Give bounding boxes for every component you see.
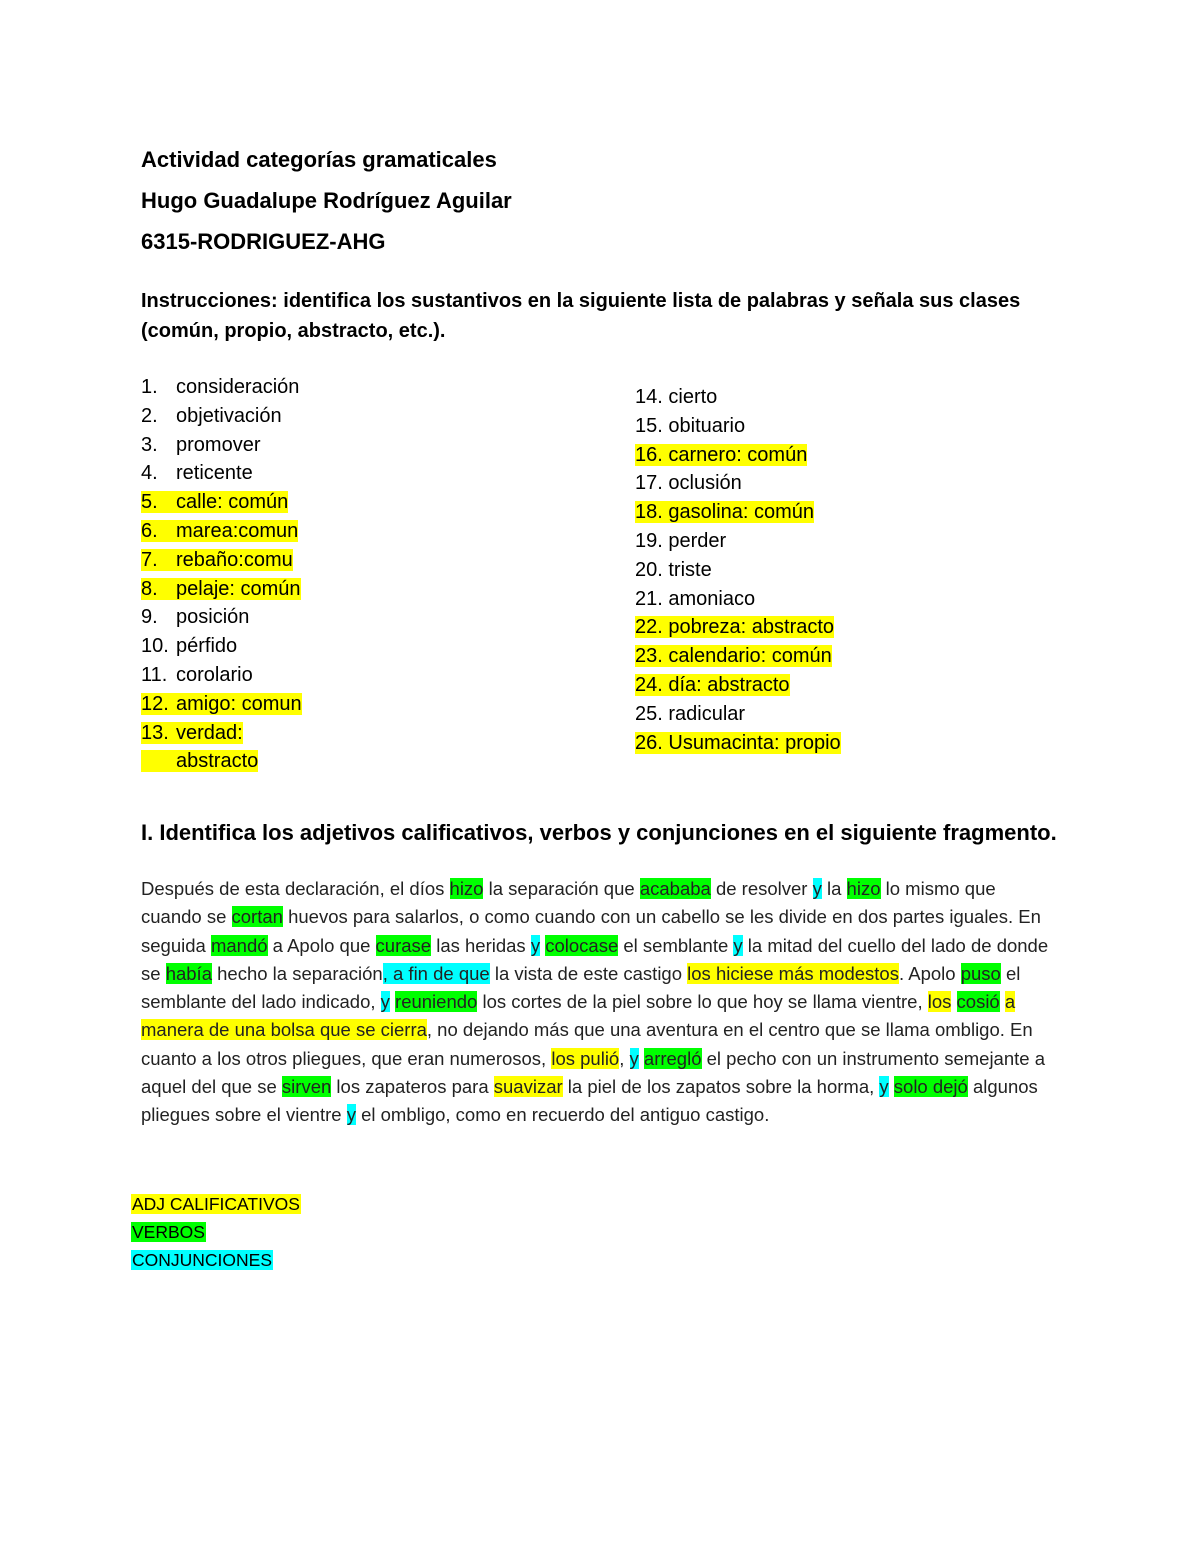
list-item-text: oclusión <box>668 472 742 495</box>
list-item-text: amoniaco <box>668 587 756 610</box>
list-item-text: objetivación <box>176 404 282 427</box>
fragment-text: la piel de los zapatos sobre la horma, <box>562 1076 880 1098</box>
list-item <box>635 700 935 729</box>
verb-highlight: mandó <box>210 934 268 956</box>
adjective-highlight: los pulió <box>551 1047 620 1069</box>
fragment-text: los zapateros para <box>331 1076 494 1098</box>
list-item-number: 19. <box>635 529 663 552</box>
conjunction-highlight: , a fin de que <box>382 962 490 984</box>
fragment-text: huevos para salarlos, o como cuando con un cabello se les divide en dos partes iguales. En seguida <box>141 906 1041 956</box>
fragment-text: , <box>619 1047 630 1069</box>
list-item <box>141 431 341 460</box>
list-item-number: 5. <box>141 491 158 514</box>
list-item-text: triste <box>668 558 712 581</box>
legend-conjunctions: CONJUNCIONES <box>132 1250 273 1270</box>
list-item-number: 2. <box>141 404 158 427</box>
noun-list-left <box>141 373 341 776</box>
list-item-text: promover <box>176 433 261 456</box>
list-item <box>141 459 341 488</box>
fragment-text: el semblante <box>618 934 734 956</box>
conjunction-highlight: y <box>629 1047 639 1069</box>
list-item <box>635 671 935 700</box>
list-item-number: 1. <box>141 376 158 398</box>
list-item-number: 6. <box>141 519 158 542</box>
color-legend <box>131 1190 301 1274</box>
verb-highlight: sirven <box>281 1076 332 1098</box>
fragment-text: lo mismo que cuando se <box>141 878 996 928</box>
adjective-highlight: suavizar <box>493 1076 563 1098</box>
fragment-text: el ombligo, como en recuerdo del antiguo castigo. <box>355 1104 770 1126</box>
fragment-text: . Apolo <box>898 962 961 984</box>
list-item <box>141 603 341 632</box>
list-item <box>141 488 341 517</box>
list-item-text: carnero: común <box>668 443 808 466</box>
list-item-number: 25. <box>635 702 663 725</box>
list-item-number: 9. <box>141 606 158 629</box>
list-item-text: pobreza: abstracto <box>668 616 835 639</box>
list-item-number: 15. <box>635 414 663 437</box>
list-item <box>141 719 341 748</box>
adjective-highlight: los <box>927 991 952 1013</box>
list-item <box>141 517 341 546</box>
fragment-text: algunos pliegues sobre el vientre <box>141 1076 1038 1126</box>
author-name: Hugo Guadalupe Rodríguez Aguilar <box>141 188 512 213</box>
list-item-text: verdad: <box>176 721 243 744</box>
fragment-text <box>889 1076 894 1097</box>
verb-highlight: cosió <box>956 991 1000 1013</box>
fragment-text: la <box>821 878 847 899</box>
conjunction-highlight: y <box>530 934 541 956</box>
list-item-number: 24. <box>635 673 663 696</box>
fragment-text: las heridas <box>431 934 531 956</box>
list-item-number: 14. <box>635 386 663 408</box>
list-item-number: 13. <box>141 721 169 744</box>
list-item <box>141 575 341 604</box>
fragment-text: el pecho con un instrumento semejante a aquel del que se <box>141 1047 1045 1098</box>
list-item <box>635 412 935 441</box>
fragment-text: , no dejando más que una aventura en el centro que se llama ombligo. En cuanto a los otros pliegues, que eran numerosos, <box>141 1019 1033 1069</box>
conjunction-highlight: y <box>733 934 743 956</box>
student-code: 6315-RODRIGUEZ-AHG <box>141 229 386 254</box>
list-item-text: día: abstracto <box>668 673 790 696</box>
list-item <box>635 383 935 412</box>
list-item-number: 23. <box>635 645 663 668</box>
verb-highlight: solo dejó <box>893 1076 968 1098</box>
adjective-highlight: a manera de una bolsa que se cierra <box>141 991 1016 1041</box>
verb-highlight: arregló <box>643 1047 702 1069</box>
fragment-text: de resolver <box>710 878 813 899</box>
list-item-number: 12. <box>141 692 169 715</box>
list-item <box>635 729 935 758</box>
list-item-number: 11. <box>141 663 168 686</box>
list-item-number: 21. <box>635 587 663 610</box>
list-item <box>141 402 341 431</box>
noun-list-right <box>635 383 935 757</box>
verb-highlight: puso <box>960 962 1001 984</box>
fragment-text: a Apolo que <box>267 934 376 956</box>
list-item-number: 10. <box>141 635 169 658</box>
verb-highlight: reuniendo <box>395 991 478 1013</box>
list-item <box>635 498 935 527</box>
verb-highlight: acababa <box>639 878 711 899</box>
list-item <box>141 373 341 402</box>
list-item-text: rebaño:comu <box>176 548 293 571</box>
list-item-number: 17. <box>635 472 663 495</box>
fragment-text: la vista de este castigo <box>489 962 688 984</box>
list-item <box>141 747 341 776</box>
list-item <box>635 556 935 585</box>
conjunction-highlight: y <box>346 1104 356 1126</box>
list-item-text: radicular <box>668 702 746 725</box>
verb-highlight: había <box>165 962 212 984</box>
list-item <box>635 469 935 498</box>
list-item-text: abstracto <box>176 750 259 773</box>
list-item-number: 4. <box>141 462 158 485</box>
list-item <box>635 613 935 642</box>
fragment-text: la mitad del cuello del lado de donde se <box>141 934 1049 984</box>
list-item-text: amigo: comun <box>176 692 302 715</box>
list-item-number: 18. <box>635 501 663 524</box>
list-item-text: cierto <box>668 386 718 408</box>
list-item-text: obituario <box>668 414 746 437</box>
conjunction-highlight: y <box>380 991 390 1013</box>
list-item <box>635 642 935 671</box>
list-item-text: pelaje: común <box>176 577 301 600</box>
conjunction-highlight: y <box>812 878 822 899</box>
list-item <box>141 690 341 719</box>
verb-highlight: curase <box>375 934 432 956</box>
list-item-number: 22. <box>635 616 663 639</box>
document-title: Actividad categorías gramaticales <box>141 147 497 172</box>
verb-highlight: colocase <box>545 934 619 956</box>
list-item <box>635 441 935 470</box>
verb-highlight: hizo <box>846 878 881 899</box>
fragment-text: la separación que <box>483 878 640 899</box>
list-item-text: gasolina: común <box>668 501 815 524</box>
list-item <box>141 546 341 575</box>
list-item-text: consideración <box>176 376 300 398</box>
fragment-text: el semblante del lado indicado, <box>141 962 1021 1013</box>
list-item-text: reticente <box>176 462 253 485</box>
verb-highlight: cortan <box>231 906 283 928</box>
list-item-text: posición <box>176 606 250 629</box>
list-item-number: 7. <box>141 548 158 571</box>
legend-verbs: VERBOS <box>132 1222 205 1242</box>
legend-adjectives: ADJ CALIFICATIVOS <box>132 1194 300 1214</box>
list-item-text: marea:comun <box>176 519 299 542</box>
list-item <box>141 661 341 690</box>
fragment-paragraph <box>141 875 1061 1130</box>
conjunction-highlight: y <box>879 1076 889 1098</box>
adjective-highlight: los hiciese más modestos <box>687 962 899 984</box>
list-item <box>141 632 341 661</box>
fragment-text: hecho la separación <box>211 962 383 984</box>
list-item-number: 26. <box>635 731 663 754</box>
list-item-number: 16. <box>635 443 663 466</box>
list-item-number: 8. <box>141 577 158 600</box>
list-item-text: perder <box>668 529 727 552</box>
fragment-text: los cortes de la piel sobre lo que hoy se llama vientre, <box>477 991 928 1013</box>
list-item-text: Usumacinta: propio <box>668 731 841 754</box>
section-title: I. Identifica los adjetivos calificativos, verbos y conjunciones en el siguiente fragmento. <box>141 820 1057 845</box>
fragment-text: Después de esta declaración, el díos <box>141 878 450 899</box>
list-item-number: 3. <box>141 433 158 456</box>
list-item-text: corolario <box>176 663 253 686</box>
list-item-number: 20. <box>635 558 663 581</box>
list-item-text: calendario: común <box>668 645 832 668</box>
fragment-text <box>951 991 956 1012</box>
list-item-text: pérfido <box>176 635 238 658</box>
instructions: Instrucciones: identifica los sustantivos en la siguiente lista de palabras y señala sus clases (común, propio, abstracto, etc.). <box>141 290 1021 342</box>
list-item <box>635 585 935 614</box>
verb-highlight: hizo <box>449 878 484 899</box>
list-item <box>635 527 935 556</box>
list-item-text: calle: común <box>176 491 289 514</box>
